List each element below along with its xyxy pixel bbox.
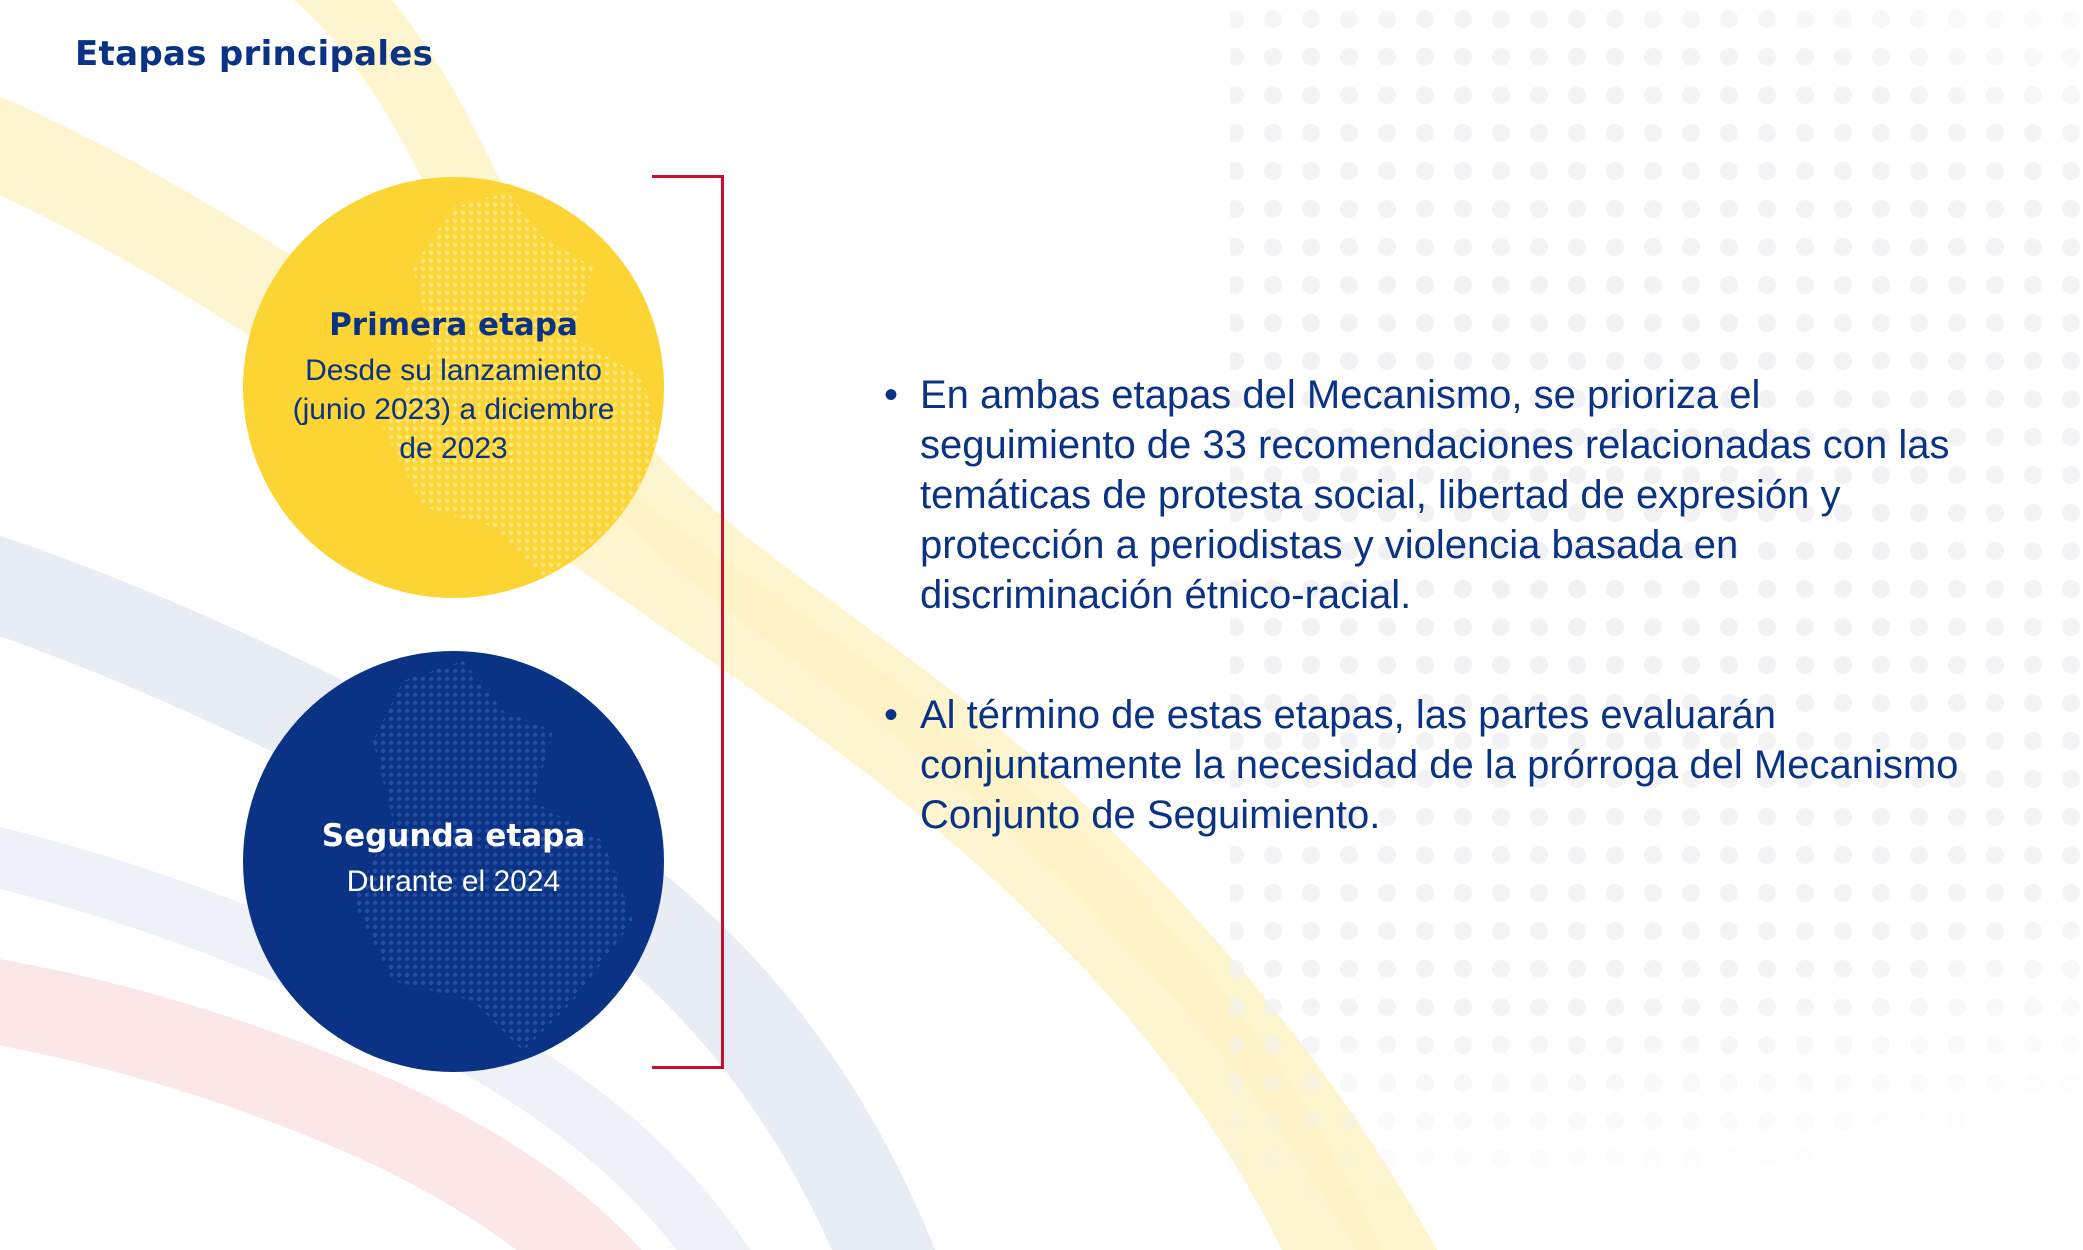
stage-circle-first (243, 177, 664, 598)
page-title: Etapas principales (75, 34, 434, 74)
bullet-icon: • (884, 373, 899, 417)
stage-circle-second (243, 651, 664, 1072)
list-item (880, 690, 1960, 840)
bullet-text-evaluation: Al término de estas etapas, las partes evaluarán conjuntamente la necesidad de la prórroga del Mecanismo Conjunto de Seguimiento. (920, 693, 1959, 837)
stage-title-first: Primera etapa (329, 307, 578, 343)
bullet-list (880, 370, 1960, 840)
stage-title-second: Segunda etapa (321, 818, 586, 854)
list-item (880, 370, 1960, 620)
stage-description-second: Durante el 2024 (346, 865, 561, 898)
bullet-text-priorities: En ambas etapas del Mecanismo, se prioriza el seguimiento de 33 recomendaciones relacionadas con las temáticas de protesta social, libertad de expresión y protección a periodistas y violencia basada en discriminación étnico-racial. (920, 373, 1950, 617)
bullet-icon: • (884, 693, 899, 737)
stage-description-first: Desde su lanzamiento (junio 2023) a diciembre de 2023 (292, 354, 615, 465)
